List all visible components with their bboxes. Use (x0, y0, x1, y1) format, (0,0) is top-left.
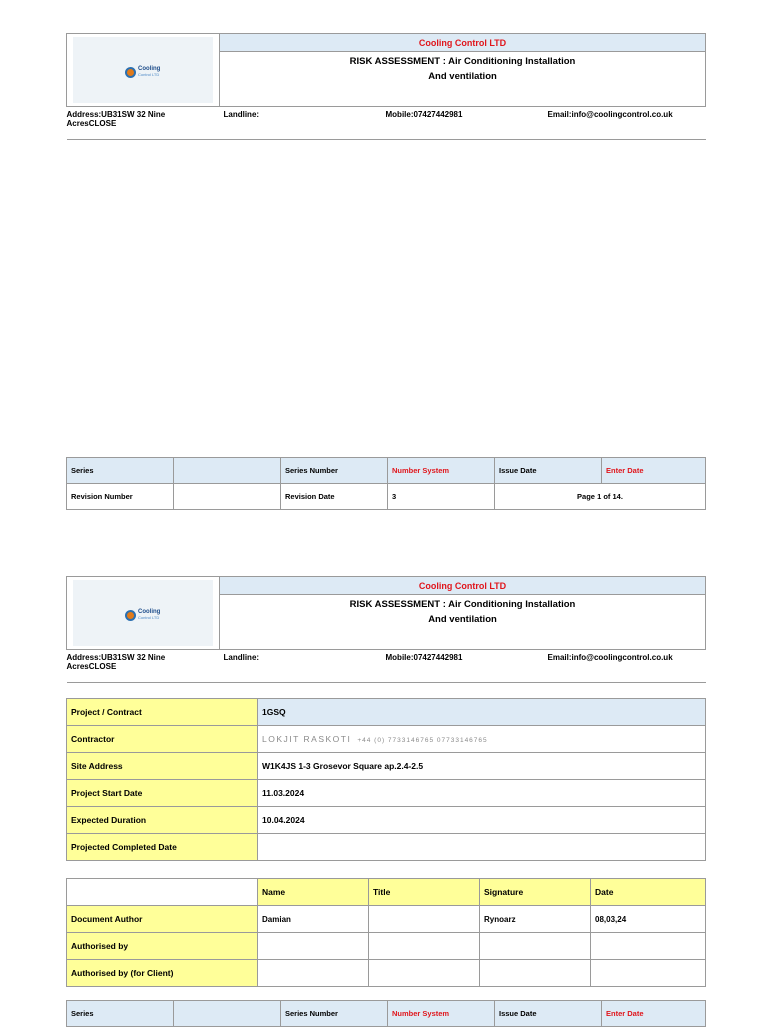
page-number (495, 484, 706, 510)
contractor-name: LOKJIT RASKOTI (262, 734, 352, 744)
expected-duration-label: Expected Duration (67, 807, 258, 834)
authorised-by-date (591, 933, 706, 960)
logo-sub-text: Control LTD (138, 72, 160, 77)
document-title (220, 52, 706, 107)
start-date-label: Project Start Date (67, 780, 258, 807)
header-title: Title (369, 879, 480, 906)
landline-text: Landline: (220, 107, 382, 140)
series-label: Series (67, 1001, 174, 1027)
revision-date-value: 3 (388, 484, 495, 510)
series-number-value: Number System (388, 1001, 495, 1027)
series-value (174, 458, 281, 484)
address-text: Address:UB31SW 32 Nine AcresCLOSE (67, 650, 220, 683)
logo-main-text: Cooling (138, 609, 161, 615)
site-address-value: W1K4JS 1-3 Grosevor Square ap.2.4-2.5 (258, 753, 706, 780)
authorised-by-signature (480, 933, 591, 960)
email-text: Email:info@coolingcontrol.co.uk (544, 107, 706, 140)
authorisation-table (66, 878, 706, 987)
expected-duration-value: 10.04.2024 (258, 807, 706, 834)
document-title (220, 595, 706, 650)
project-info-table (66, 698, 706, 861)
logo-box (73, 37, 213, 103)
authorised-client-date (591, 960, 706, 987)
series-label: Series (67, 458, 174, 484)
revision-number-label: Revision Number (67, 484, 174, 510)
mobile-text: Mobile:07427442981 (382, 107, 544, 140)
logo-main-text: Cooling (138, 66, 161, 72)
authorised-by-label: Authorised by (67, 933, 258, 960)
company-logo (125, 609, 160, 621)
page2-series-table (66, 1000, 706, 1027)
author-date: 08,03,24 (591, 906, 706, 933)
authorised-by-name (258, 933, 369, 960)
title-line-2: And ventilation (428, 614, 497, 625)
project-contract-value: 1GSQ (258, 699, 706, 726)
page-current: 1 (597, 492, 602, 501)
start-date-value: 11.03.2024 (258, 780, 706, 807)
title-line-1: RISK ASSESSMENT : Air Conditioning Installation (349, 56, 576, 67)
contractor-phone: +44 (0) 7733146765 07733146765 (357, 737, 488, 744)
contractor-label: Contractor (67, 726, 258, 753)
site-address-label: Site Address (67, 753, 258, 780)
landline-text: Landline: (220, 650, 382, 683)
authorised-client-name (258, 960, 369, 987)
series-number-label: Series Number (281, 1001, 388, 1027)
company-logo (125, 66, 160, 78)
page-prefix: Page (577, 492, 595, 501)
revision-number-value (174, 484, 281, 510)
authorised-client-title (369, 960, 480, 987)
issue-date-label: Issue Date (495, 458, 602, 484)
header-blank (67, 879, 258, 906)
company-name: Cooling Control LTD (220, 34, 706, 52)
series-value (174, 1001, 281, 1027)
logo-box (73, 580, 213, 646)
header-name: Name (258, 879, 369, 906)
issue-date-value: Enter Date (602, 1001, 706, 1027)
authorised-client-label: Authorised by (for Client) (67, 960, 258, 987)
page1-series-table (66, 457, 706, 510)
logo-cell (67, 34, 220, 107)
contractor-value (258, 726, 706, 753)
header-date: Date (591, 879, 706, 906)
author-title (369, 906, 480, 933)
series-number-value: Number System (388, 458, 495, 484)
header-signature: Signature (480, 879, 591, 906)
gear-logo-icon (125, 67, 136, 78)
email-text: Email:info@coolingcontrol.co.uk (544, 650, 706, 683)
page1-header (66, 33, 706, 140)
author-label: Document Author (67, 906, 258, 933)
title-line-2: And ventilation (428, 71, 497, 82)
company-name: Cooling Control LTD (220, 577, 706, 595)
revision-date-label: Revision Date (281, 484, 388, 510)
title-line-1: RISK ASSESSMENT : Air Conditioning Installation (349, 599, 576, 610)
author-name: Damian (258, 906, 369, 933)
series-number-label: Series Number (281, 458, 388, 484)
mobile-text: Mobile:07427442981 (382, 650, 544, 683)
gear-logo-icon (125, 610, 136, 621)
author-signature: Rynoarz (480, 906, 591, 933)
completed-date-label: Projected Completed Date (67, 834, 258, 861)
logo-cell (67, 577, 220, 650)
page-of: of (603, 492, 611, 501)
address-text: Address:UB31SW 32 Nine AcresCLOSE (67, 107, 220, 140)
project-contract-label: Project / Contract (67, 699, 258, 726)
authorised-client-signature (480, 960, 591, 987)
completed-date-value (258, 834, 706, 861)
issue-date-value: Enter Date (602, 458, 706, 484)
logo-sub-text: Control LTD (138, 615, 160, 620)
page2-header (66, 576, 706, 683)
page-total: 14. (612, 492, 623, 501)
authorised-by-title (369, 933, 480, 960)
issue-date-label: Issue Date (495, 1001, 602, 1027)
